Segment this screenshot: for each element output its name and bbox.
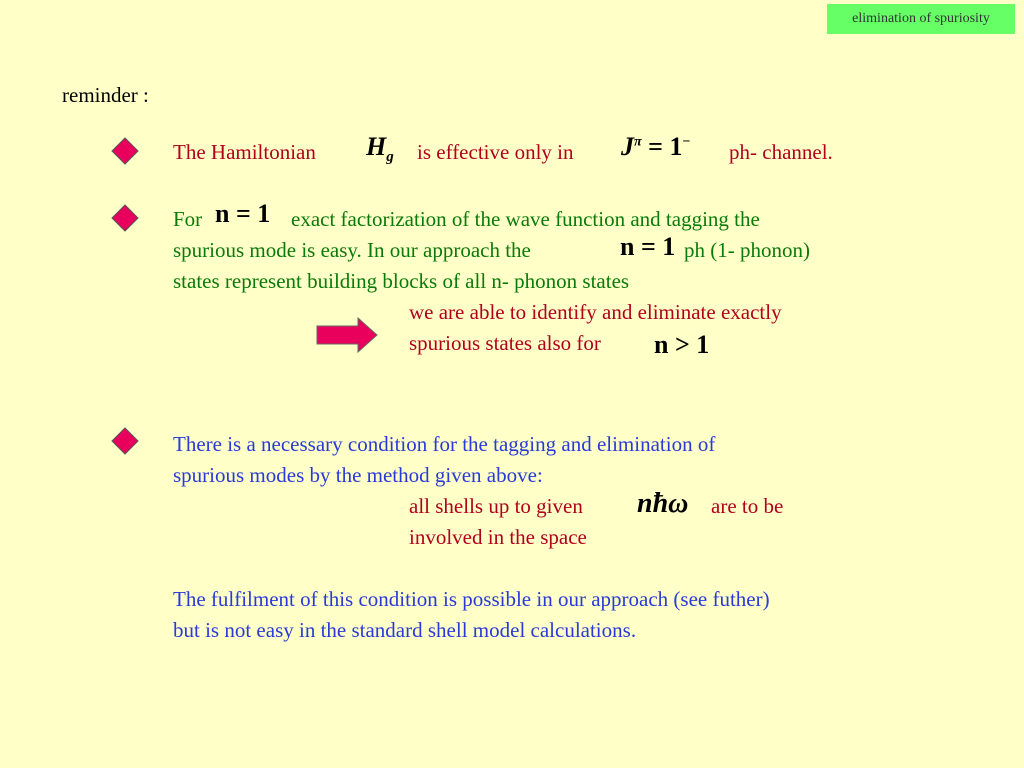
condition-line2: spurious modes by the method given above: [173,463,543,487]
involved-text: involved in the space [409,525,587,549]
formula-n-gt-1: n > 1 [654,330,710,359]
factorization-line2: spurious mode is easy. In our approach the [173,238,531,262]
formula-jpi-sup: π [634,134,642,150]
shells-text: all shells up to given [409,494,583,518]
formula-n-eq-1: n = 1 [215,199,271,228]
for-text: For [173,207,203,231]
fulfilment-line2: but is not easy in the standard shell model calculations. [173,618,637,642]
section-tag: elimination of spuriosity [827,4,1015,34]
are-to-be-text: are to be [711,494,784,518]
bullet-diamond-icon [111,137,139,165]
right-arrow-icon [316,317,378,353]
formula-n-hbar-omega [637,488,688,520]
bullet-diamond-icon [111,204,139,232]
condition-line1: There is a necessary condition for the tagging and elimination of [173,432,716,456]
formula-jpi [621,132,690,162]
hamiltonian-text: The Hamiltonian [173,140,316,164]
effective-text: is effective only in [417,140,574,164]
identify-line1: we are able to identify and eliminate exactly [409,300,782,324]
formula-hg-sub: g [386,149,394,166]
channel-text: ph- channel. [729,140,833,164]
formula-hg-main: H [366,132,387,161]
formula-jpi-sup2: − [682,134,691,150]
fulfilment-line1: The fulfilment of this condition is possible in our approach (see futher) [173,587,770,611]
formula-jpi-main: J [621,132,634,161]
identify-line2: spurious states also for [409,331,601,355]
formula-jpi-eq: = 1 [648,132,683,161]
bullet-diamond-icon [111,427,139,455]
formula-hg [366,132,394,166]
phonon-text: ph (1- phonon) [684,238,810,262]
formula-n-eq-1-b: n = 1 [620,232,676,261]
formula-nhw-text: nħω [637,488,689,519]
factorization-line3: states represent building blocks of all n- phonon states [173,269,630,293]
reminder-label: reminder : [62,83,149,107]
factorization-line1: exact factorization of the wave function and tagging the [291,207,760,231]
